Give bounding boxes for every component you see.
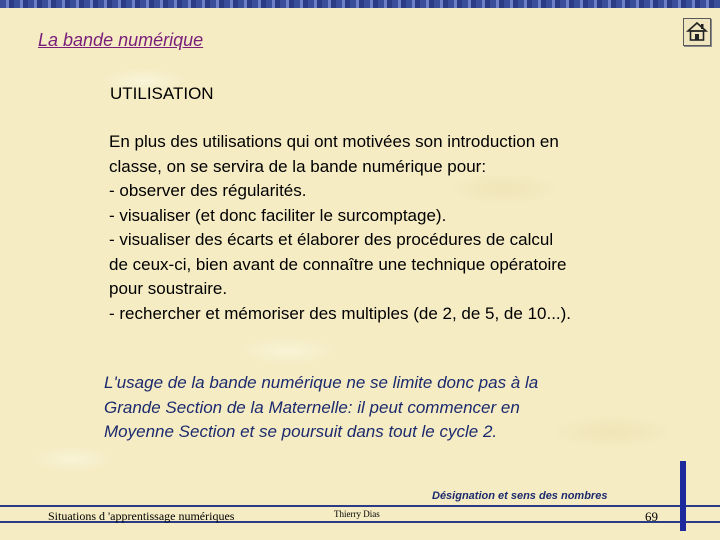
page-number: 69 [645,509,658,524]
vertical-accent-bar [680,461,686,531]
italic-note [104,371,664,445]
body-line: - visualiser (et donc faciliter le surcomptage). [109,205,447,225]
note-line: L'usage de la bande numérique ne se limite donc pas à la [104,373,539,392]
body-line: - rechercher et mémoriser des multiples (de 2, de 5, de 10...). [109,303,572,323]
footer-divider [0,505,720,507]
note-line: Moyenne Section et se poursuit dans tout le cycle 2. [104,422,498,441]
body-line: - observer des régularités. [109,181,307,200]
section-label: Désignation et sens des nombres [432,490,608,502]
home-icon [684,19,710,45]
home-button[interactable] [683,18,711,46]
body-line: de ceux-ci, bien avant de connaître une technique opératoire [109,254,567,274]
body-line: - visualiser des écarts et élaborer des procédures de calcul [109,230,554,249]
body-line: pour soustraire. [109,279,228,298]
section-heading: UTILISATION [110,84,214,103]
body-line: En plus des utilisations qui ont motivées son introduction en [109,132,559,151]
note-line: Grande Section de la Maternelle: il peut commencer en [104,397,520,417]
slide-title-link[interactable]: La bande numérique [38,30,204,50]
footer-course-title: Situations d 'apprentissage numériques [48,509,235,523]
body-text [109,130,689,326]
footer-author: Thierry Dias [334,509,380,519]
body-line: classe, on se servira de la bande numérique pour: [109,156,487,176]
top-border [0,0,720,8]
